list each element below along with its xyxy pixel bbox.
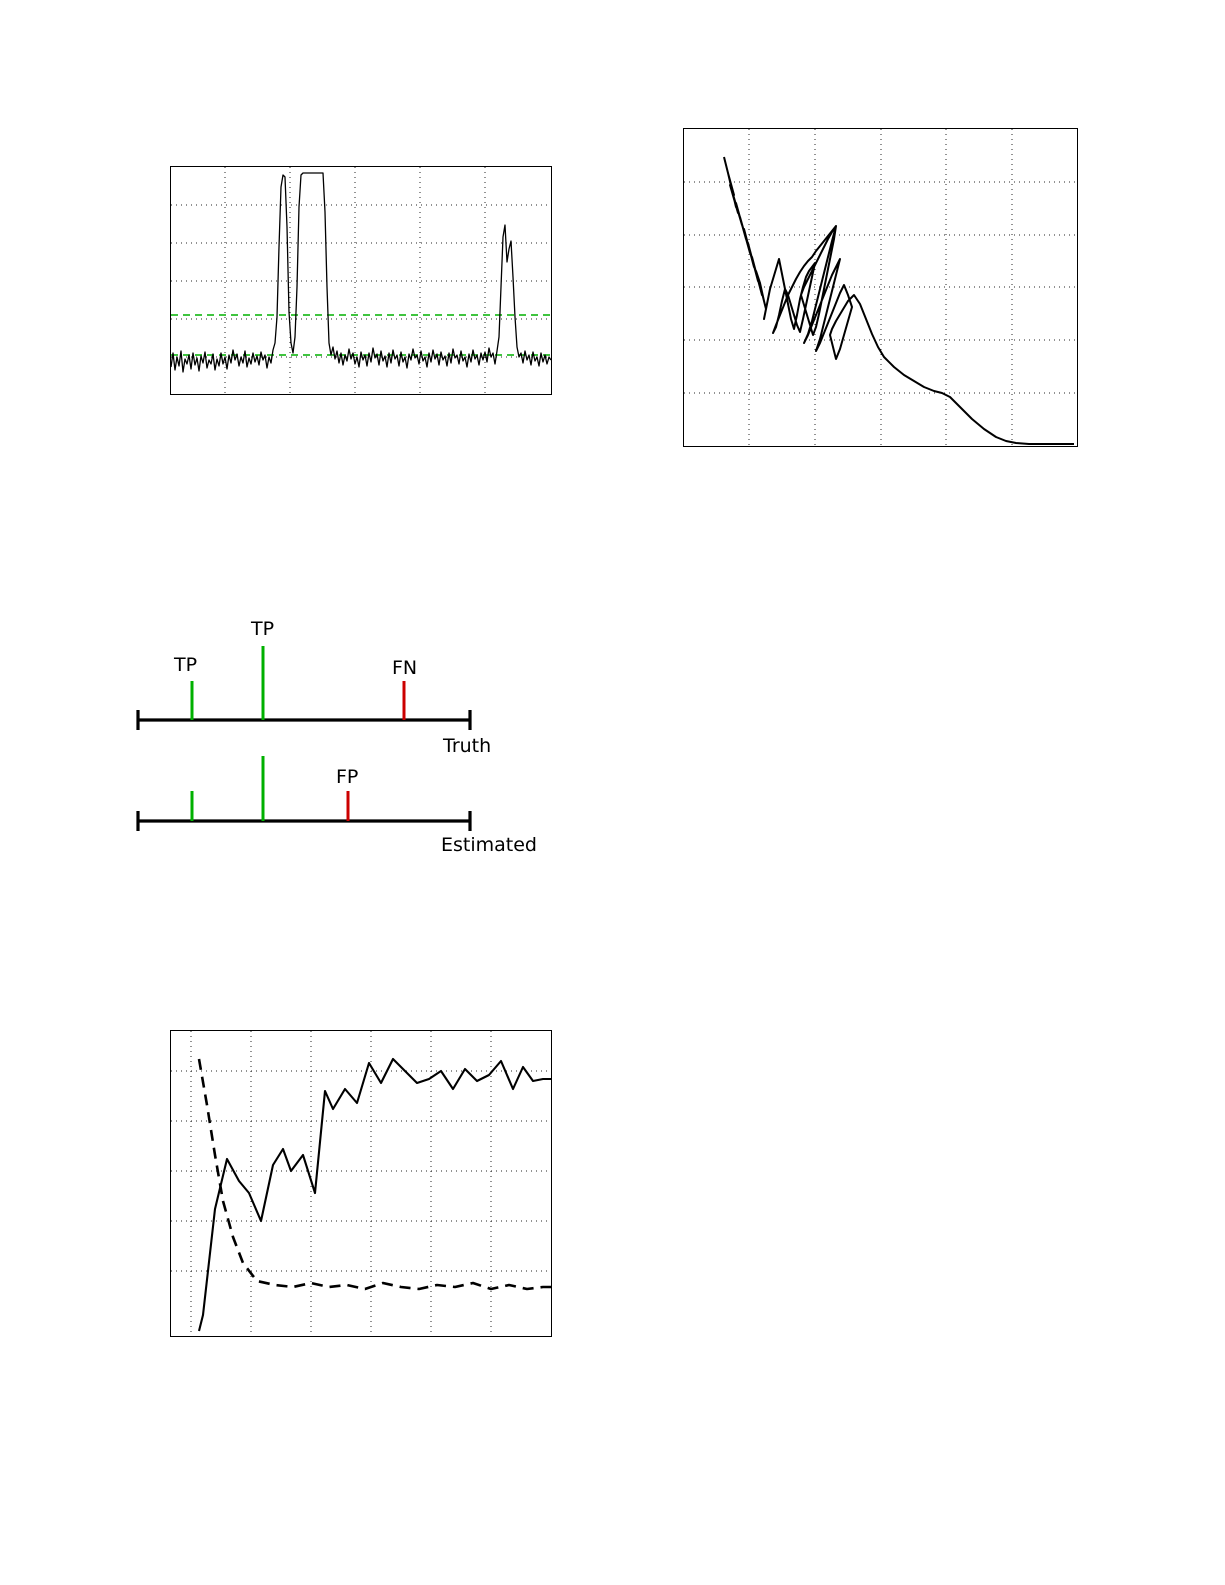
estimated-axis-label: Estimated	[441, 834, 537, 856]
signal-plot	[170, 166, 552, 395]
decay-trace	[724, 157, 1074, 444]
signal-plot-svg	[171, 167, 551, 394]
tpfn-diagram-svg	[130, 600, 570, 870]
decay-grid	[684, 129, 1077, 446]
signal-threshold-lines	[171, 315, 551, 355]
signal-trace	[171, 173, 551, 372]
truth-fn-1-label: FN	[392, 657, 418, 679]
truth-axis-label: Truth	[443, 735, 492, 757]
performance-grid	[171, 1031, 551, 1336]
performance-dashed-curve	[199, 1059, 551, 1289]
decay-plot	[683, 128, 1078, 447]
estimated-fp-1-label: FP	[336, 766, 359, 788]
truth-tp-2-label: TP	[251, 618, 275, 640]
performance-plot	[170, 1030, 552, 1337]
truth-tp-1-label: TP	[174, 654, 198, 676]
performance-plot-svg	[171, 1031, 551, 1336]
estimated-axis	[138, 811, 470, 831]
tpfn-diagram	[130, 600, 570, 870]
performance-solid-curve	[199, 1059, 551, 1331]
truth-axis	[138, 710, 470, 730]
decay-plot-svg	[684, 129, 1077, 446]
